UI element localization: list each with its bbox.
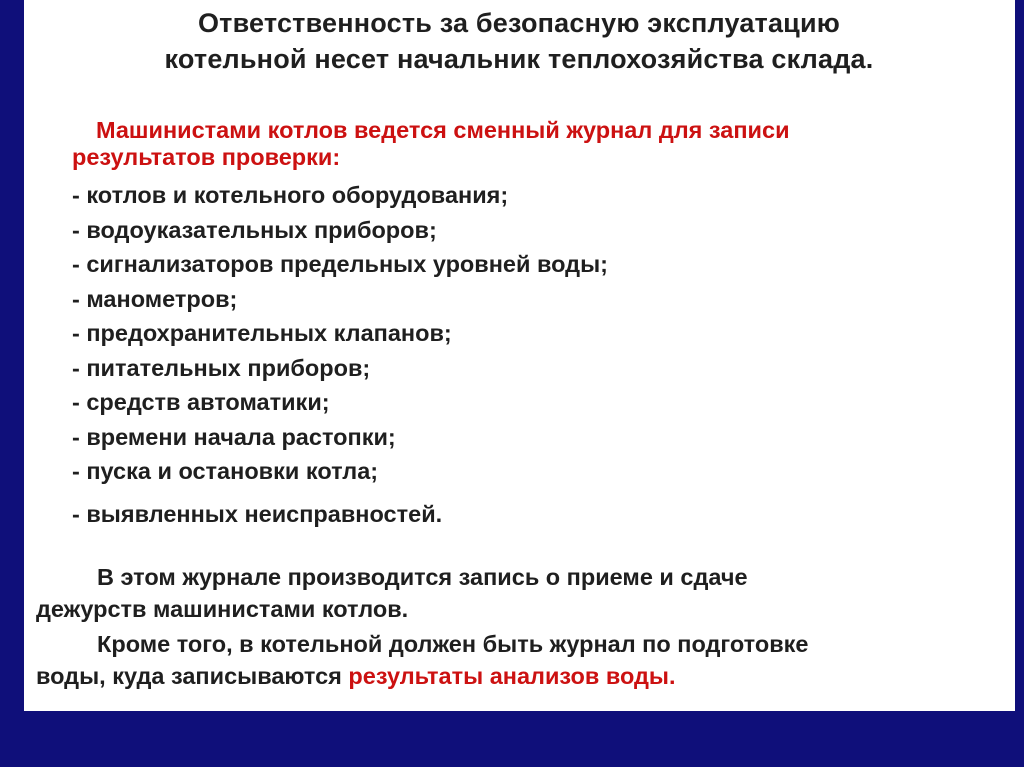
intro-text [72,117,972,171]
list-item: - выявленных неисправностей. [72,500,443,527]
list-item: - пуска и остановки котла; [72,458,379,484]
list-item: - котлов и котельного оборудования; [72,182,509,208]
intro-line-2: результатов проверки: [72,144,341,170]
slide [24,0,1015,711]
list-item: - водоуказательных приборов; [72,216,437,243]
paragraph-2-highlight: результаты анализов воды. [348,663,676,689]
title-line-2: котельной несет начальник теплохозяйства склада. [164,44,874,74]
list-item: - средств автоматики; [72,389,330,415]
paragraph-2-line-1: Кроме того, в котельной должен быть журнал по подготовке [97,631,809,657]
list-item: - предохранительных клапанов; [72,320,452,346]
paragraph-1-line-1: В этом журнале производится запись о приеме и сдаче [97,564,748,590]
intro-line-1: Машинистами котлов ведется сменный журнал для записи [96,117,790,143]
list-item: - времени начала растопки; [72,423,396,450]
list-item: - питательных приборов; [72,354,371,381]
paragraph-2-line-2-prefix: воды, куда записываются [36,663,349,689]
list-item: - манометров; [72,285,238,312]
title-line-1: Ответственность за безопасную эксплуатацию [197,8,841,38]
paragraph-2-line-2 [36,660,996,692]
paragraph-1-line-2: дежурств машинистами котлов. [36,596,409,622]
paragraph-journal [36,561,996,625]
list-item: - сигнализаторов предельных уровней воды; [72,251,608,277]
paragraph-water-journal [36,628,996,692]
check-list [72,180,608,533]
slide-title [69,5,969,77]
